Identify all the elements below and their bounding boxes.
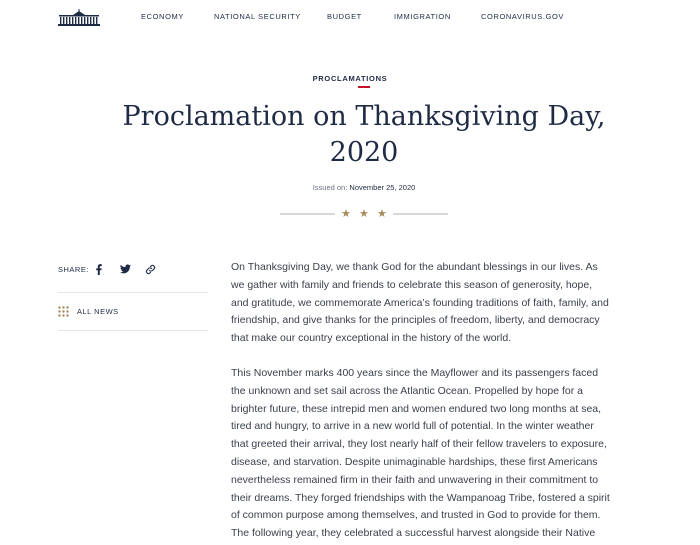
issued-date: November 25, 2020 [349, 183, 416, 192]
star-divider [280, 207, 448, 221]
category-label[interactable]: PROCLAMATIONS [312, 74, 388, 83]
all-news-link[interactable] [58, 304, 119, 318]
white-house-logo[interactable] [58, 8, 100, 26]
sidebar-divider [58, 292, 208, 293]
all-news-label: ALL NEWS [77, 306, 119, 316]
star-icon: ★ [359, 208, 369, 220]
star-icon: ★ [341, 208, 351, 220]
issued-date-line [0, 183, 700, 192]
category-underline [358, 86, 370, 88]
grid-icon [58, 306, 69, 317]
facebook-icon[interactable] [92, 262, 106, 276]
star-icon: ★ [377, 208, 387, 220]
nav-coronavirus-gov[interactable]: CORONAVIRUS.GOV [481, 12, 565, 21]
link-icon[interactable] [143, 262, 157, 276]
issued-label: Issued on: [312, 183, 348, 192]
article-body [231, 259, 611, 545]
nav-national-security[interactable]: NATIONAL SECURITY [214, 12, 301, 21]
divider-line-right [393, 213, 448, 215]
divider-line-left [280, 213, 335, 215]
nav-economy[interactable]: ECONOMY [141, 12, 184, 21]
top-navigation [0, 0, 700, 34]
article-paragraph: On Thanksgiving Day, we thank God for the abundant blessings in our lives. As we gather with family and friends to celebrate this season of generosity, hope, and gratitude, we commemorate America’s founding traditions of faith, family, and friendship, and give thanks for the principles of freedom, liberty, and democracy that make our country exceptional in the history of the world. [231, 261, 609, 345]
white-house-icon [58, 8, 100, 26]
share-label: SHARE: [58, 265, 89, 274]
sidebar-divider [58, 330, 208, 331]
nav-budget[interactable]: BUDGET [327, 12, 362, 21]
page-title: Proclamation on Thanksgiving Day, 2020 [122, 101, 606, 168]
nav-immigration[interactable]: IMMIGRATION [394, 12, 451, 21]
article-paragraph: This November marks 400 years since the Mayflower and its passengers faced the unknown and set sail across the Atlantic Ocean. Propelled by hope for a brighter future, these intrepid men and women endured two long months at sea, tired and hungry, to arrive in a new world full of potential. In the winter weather that greeted their arrival, they lost nearly half of their fellow travelers to exposure, disease, and starvation. Despite unimaginable hardships, these first Americans nevertheless remained firm in their faith and unwavering in their commitment to their dreams. They forged friendships with the Wampanoag Tribe, fostered a spirit of common purpose among themselves, and trusted in God to provide for them. The following year, they celebrated a successful harvest alongside their Native [231, 366, 610, 540]
twitter-icon[interactable] [118, 262, 132, 276]
